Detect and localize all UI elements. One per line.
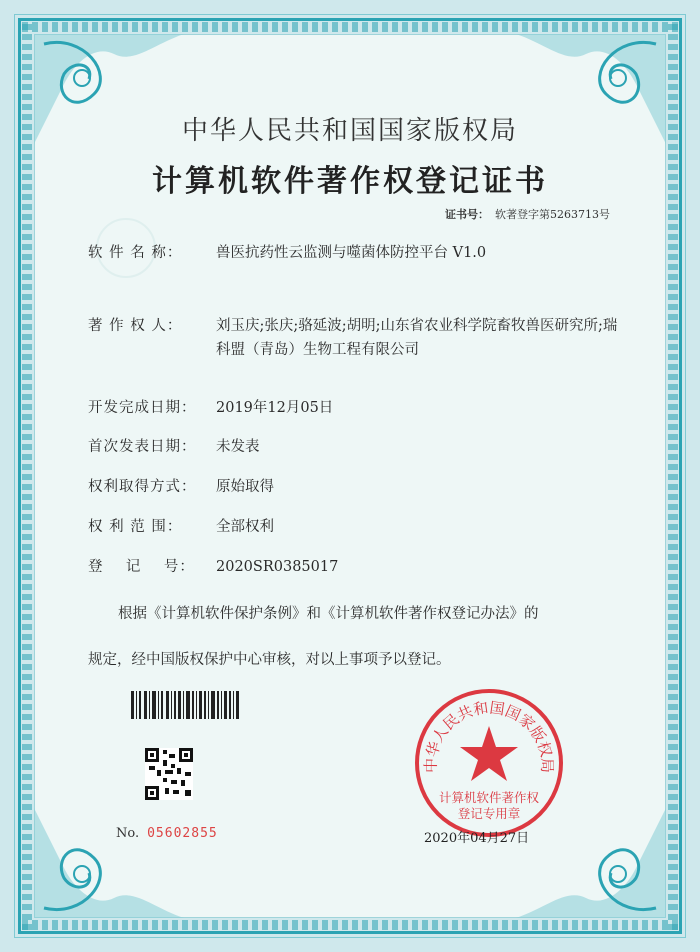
- field-label: 权 利 范 围：: [88, 519, 183, 535]
- field-label: 权利取得方式：: [88, 479, 197, 495]
- issue-date: 2020年04月27日: [424, 831, 530, 846]
- field-value: 2019年12月05日: [216, 400, 334, 416]
- svg-text:计算机软件著作权: 计算机软件著作权: [438, 790, 540, 805]
- field-value: 刘玉庆;张庆;骆延波;胡明;山东省农业科学院畜牧兽医研究所;瑞科盟（青岛）生物工程有限公司: [216, 318, 618, 358]
- certificate-number-label: 证书号：: [445, 208, 489, 221]
- field-value: 未发表: [216, 439, 260, 455]
- field-value: 兽医抗药性云监测与噬菌体防控平台 V1.0: [216, 245, 487, 261]
- field-label: 登 记 号：: [88, 559, 195, 575]
- statement-line-2: 规定，经中国版权保护中心审核，对以上事项予以登记。: [88, 652, 451, 668]
- official-seal-icon: [412, 686, 566, 840]
- issuing-authority: 中华人民共和国国家版权局: [181, 116, 518, 146]
- barcode-icon: [131, 691, 241, 719]
- serial-number: [116, 826, 218, 841]
- qr-code-icon: [145, 748, 193, 800]
- corner-ornament-icon: [34, 808, 184, 918]
- certificate-number-value: 软著登字第5263713号: [495, 208, 610, 221]
- field-value: 全部权利: [216, 519, 274, 535]
- field-label: 开发完成日期：: [88, 400, 197, 416]
- statement-line-1: 根据《计算机软件保护条例》和《计算机软件著作权登记办法》的: [118, 606, 539, 622]
- field-label: 首次发表日期：: [88, 439, 197, 455]
- svg-text:登记专用章: 登记专用章: [457, 806, 521, 821]
- svg-text:中华人民共和国国家版权局: 中华人民共和国国家版权局: [421, 698, 557, 774]
- field-label: 著 作 权 人：: [88, 318, 183, 334]
- field-value: 2020SR0385017: [216, 559, 339, 575]
- certificate-title: 计算机软件著作权登记证书: [152, 164, 548, 199]
- serial-value: 05602855: [147, 826, 218, 841]
- serial-label: No.: [116, 826, 140, 841]
- field-label: 软 件 名 称：: [88, 245, 183, 261]
- field-value: 原始取得: [216, 479, 274, 495]
- certificate-number: [445, 206, 610, 222]
